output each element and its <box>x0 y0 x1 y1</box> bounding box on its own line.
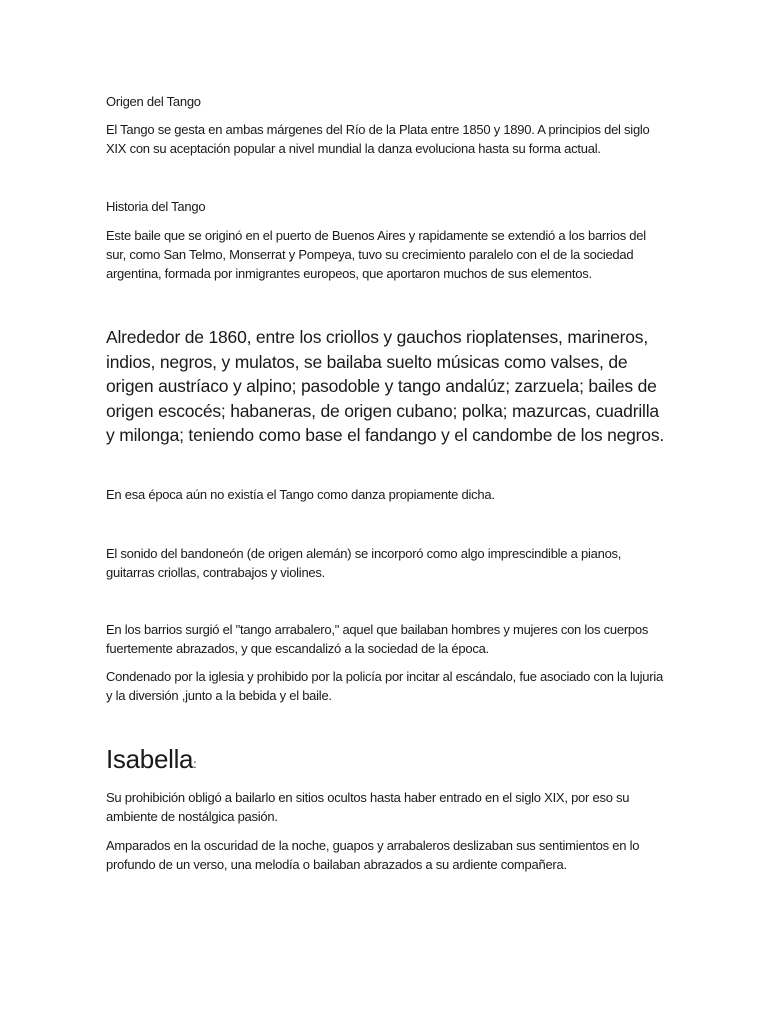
paragraph-bandoneon: El sonido del bandoneón (de origen alemán) se incorporó como algo imprescindible a pianos, guitarras criollas, contrabajos y violines. <box>106 546 622 580</box>
paragraph-historia: Este baile que se originó en el puerto de Buenos Aires y rapidamente se extendió a los barrios del sur, como San Telmo, Monserrat y Pompeya, tuvo su crecimiento paralelo con el de la sociedad argentina, formada por inmigrantes europeos, que aportaron muchos de sus elementos. <box>106 228 646 281</box>
paragraph-prohibicion: Su prohibición obligó a bailarlo en sitios ocultos hasta haber entrado en el siglo XIX, por eso su ambiente de nostálgica pasión. <box>106 790 630 824</box>
paragraph-origen: El Tango se gesta en ambas márgenes del Río de la Plata entre 1850 y 1890. A principios del siglo XIX con su aceptación popular a nivel mundial la danza evoluciona hasta su forma actual. <box>106 122 650 156</box>
isabella-heading <box>106 744 666 779</box>
heading-origen-del-tango: Origen del Tango <box>106 94 201 109</box>
isabella-title-text: Isabella <box>106 744 194 774</box>
paragraph-tango-arrabalero: En los barrios surgió el "tango arrabalero," aquel que bailaban hombres y mujeres con los cuerpos fuertemente abrazados, y que escandalizó a la sociedad de la época. <box>106 622 649 656</box>
isabella-colon: : <box>193 757 197 771</box>
paragraph-amparados: Amparados en la oscuridad de la noche, guapos y arrabaleros deslizaban sus sentimientos en lo profundo de un verso, una melodía o bailaban abrazados a su ardiente compañera. <box>106 838 640 872</box>
paragraph-en-esa-epoca: En esa época aún no existía el Tango como danza propiamente dicha. <box>106 487 495 502</box>
paragraph-condenado: Condenado por la iglesia y prohibido por la policía por incitar al escándalo, fue asociado con la lujuria y la diversión ,junto a la bebida y el baile. <box>106 669 663 703</box>
heading-historia-del-tango: Historia del Tango <box>106 199 206 214</box>
paragraph-alrededor-de-1860: Alrededor de 1860, entre los criollos y gauchos rioplatenses, marineros, indios, negros, y mulatos, se bailaba suelto músicas como valses, de origen austríaco y alpino; pasodoble y tango andalúz; zarzuela; bailes de origen escocés; habaneras, de origen cubano; polka; mazurcas, cuadrilla y milonga; teniendo como base el fandango y el candombe de los negros. <box>106 327 665 445</box>
